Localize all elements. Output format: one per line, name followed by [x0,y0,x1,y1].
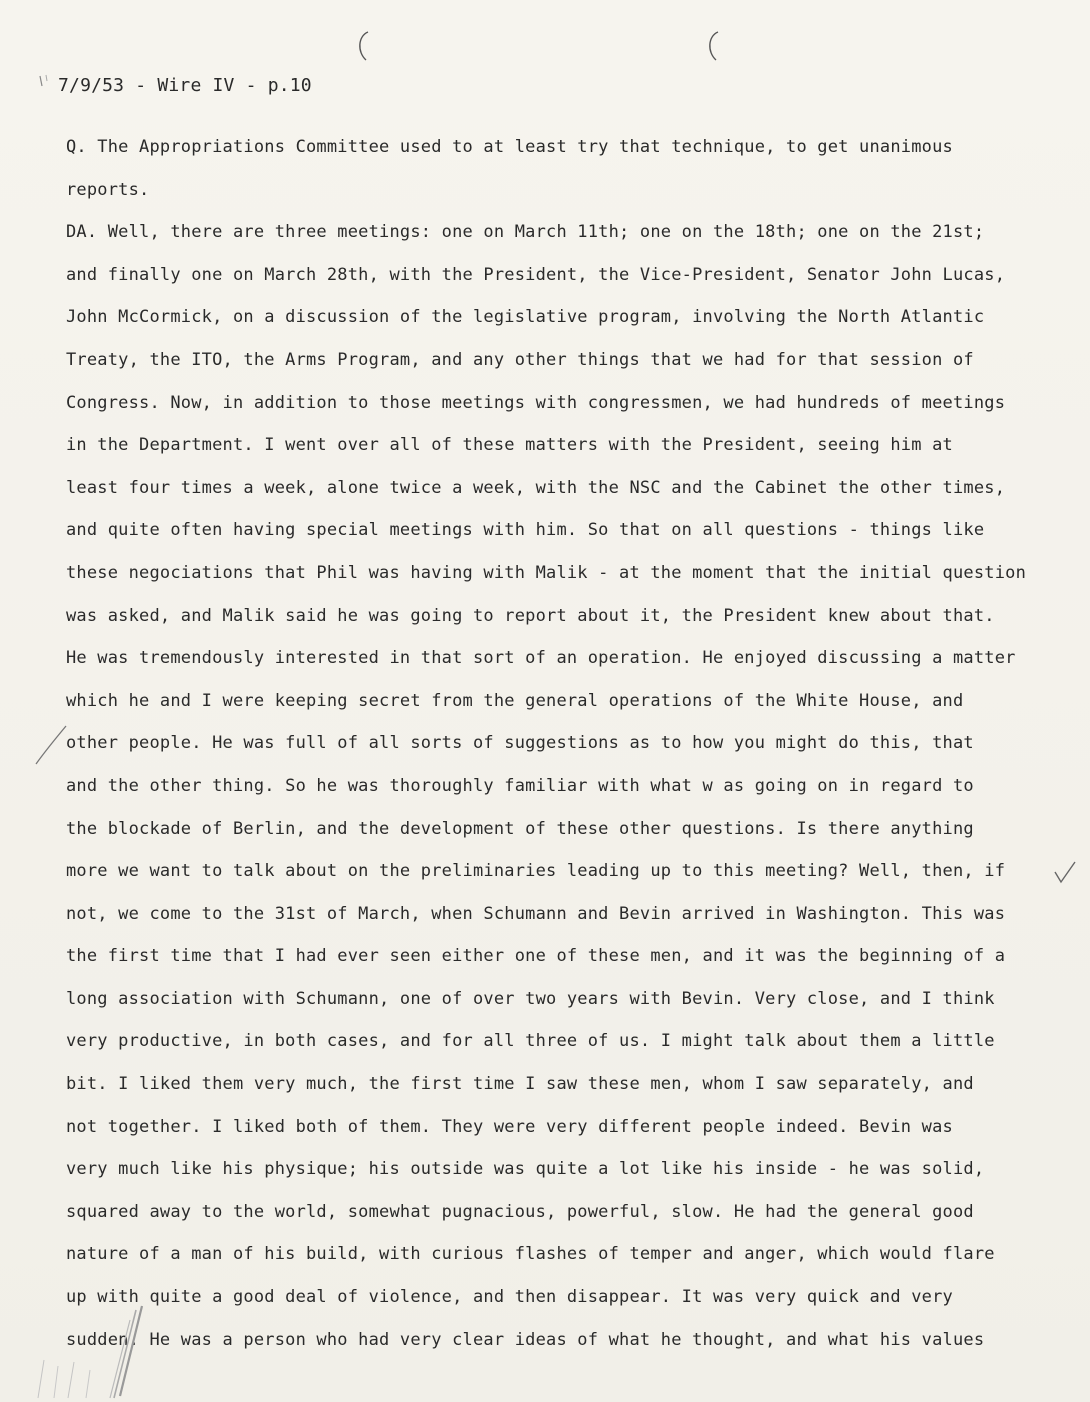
text-line: nature of a man of his build, with curious flashes of temper and anger, which would flare [66,1244,995,1265]
text-line: was asked, and Malik said he was going to report about it, the President knew about that. [66,605,995,626]
pencil-tick-icon [36,72,56,94]
text-line: John McCormick, on a discussion of the legislative program, involving the North Atlantic [66,307,985,328]
text-line: other people. He was full of all sorts of suggestions as to how you might do this, that [66,733,974,754]
text-line: DA. Well, there are three meetings: one on March 11th; one on the 18th; one on the 21st; [66,222,985,243]
text-line: Congress. Now, in addition to those meetings with congressmen, we had hundreds of meetings [66,392,1006,413]
text-line: the first time that I had ever seen either one of these men, and it was the beginning of a [66,946,1006,967]
transcript-body [66,126,1066,1361]
text-line: and the other thing. So he was thoroughly familiar with what w as going on in regard to [66,775,974,796]
punch-hole-icon [702,30,724,62]
text-line: up with quite a good deal of violence, and then disappear. It was very quick and very [66,1287,953,1308]
text-line: very much like his physique; his outside was quite a lot like his inside - he was solid, [66,1159,985,1180]
text-line: these negociations that Phil was having with Malik - at the moment that the initial question [66,562,1027,583]
text-line: bit. I liked them very much, the first time I saw these men, whom I saw separately, and [66,1074,974,1095]
text-line: in the Department. I went over all of these matters with the President, seeing him at [66,435,953,456]
text-line: very productive, in both cases, and for all three of us. I might talk about them a little [66,1031,995,1052]
text-line: Treaty, the ITO, the Arms Program, and any other things that we had for that session of [66,349,974,370]
page-header: 7/9/53 - Wire IV - p.10 [58,75,312,96]
text-line: more we want to talk about on the preliminaries leading up to this meeting? Well, then, if [66,861,1006,882]
text-line: not, we come to the 31st of March, when Schumann and Bevin arrived in Washington. This was [66,903,1006,924]
text-line: reports. [66,179,150,200]
text-line: long association with Schumann, one of over two years with Bevin. Very close, and I think [66,988,995,1009]
punch-hole-icon [352,30,374,62]
text-line: which he and I were keeping secret from the general operations of the White House, and [66,690,964,711]
text-line: Q. The Appropriations Committee used to at least try that technique, to get unanimous [66,137,953,157]
text-line: the blockade of Berlin, and the development of these other questions. Is there anything [66,818,974,839]
text-line: He was tremendously interested in that sort of an operation. He enjoyed discussing a matter [66,648,1016,669]
text-line: not together. I liked both of them. They were very different people indeed. Bevin was [66,1116,953,1137]
slash-mark-icon [30,722,70,768]
text-line: squared away to the world, somewhat pugnacious, powerful, slow. He had the general good [66,1201,974,1222]
text-line: least four times a week, alone twice a week, with the NSC and the Cabinet the other times, [66,477,1006,498]
text-line: and quite often having special meetings with him. So that on all questions - things like [66,520,985,541]
text-line: and finally one on March 28th, with the President, the Vice-President, Senator John Lucas, [66,264,1006,285]
text-line: sudden. He was a person who had very clear ideas of what he thought, and what his values [66,1329,985,1350]
